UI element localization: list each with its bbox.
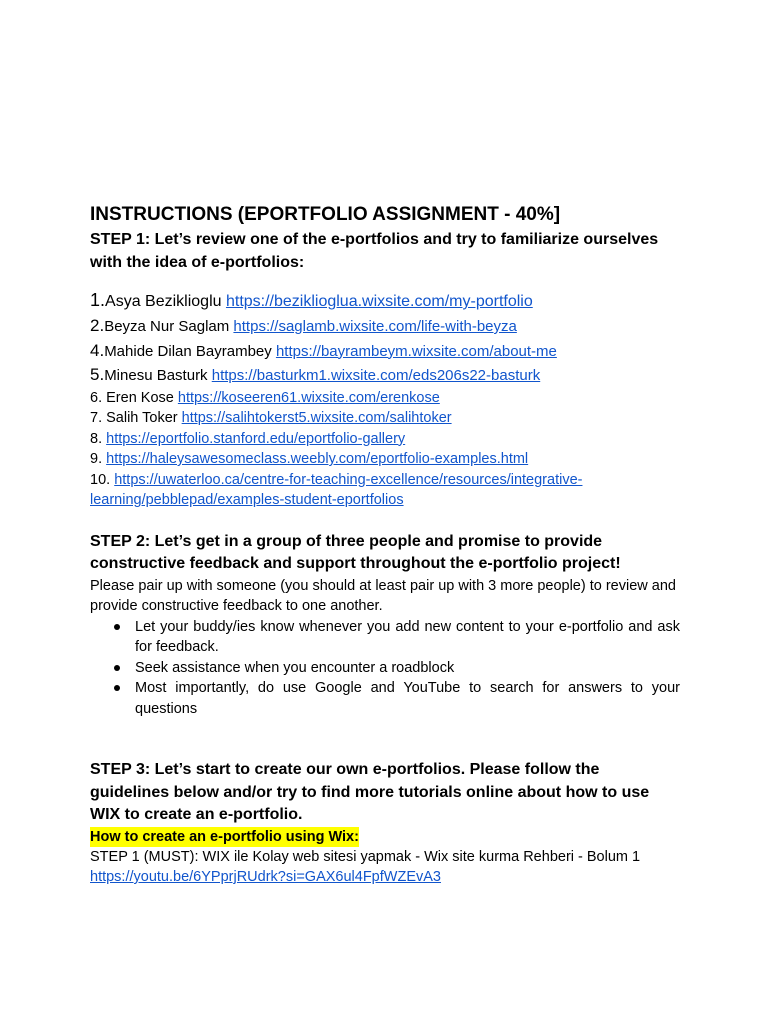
video-link-row [90,867,680,888]
list-item [90,288,680,314]
list-item-number: 6. [90,389,103,406]
portfolio-link[interactable]: https://bayrambeym.wixsite.com/about-me [275,342,557,360]
portfolio-link[interactable]: https://uwaterloo.ca/centre-for-teaching-excellence/resources/integrative-learning/pebblepad/examples-student-eportfolios [90,471,583,508]
list-item [90,363,680,388]
bullet-item [135,617,680,658]
bullet-item [135,658,680,679]
step3-heading: STEP 3: Let’s start to create our own e-portfolios. Please follow the guidelines below and/or try to find more tutorials online about how to use WIX to create an e-portfolio. [90,761,650,823]
bullet-text: Let your buddy/ies know whenever you add new content to your e-portfolio and ask for feedback. [135,618,680,655]
bullet-icon [114,685,120,691]
list-item-name: Eren Kose [106,389,174,406]
list-item-number: 5. [90,365,105,384]
portfolio-link[interactable]: https://salihtokerst5.wixsite.com/salihtoker [181,410,452,426]
portfolio-link[interactable]: https://beziklioglua.wixsite.com/my-portfolio [225,293,533,310]
portfolio-link[interactable]: https://basturkm1.wixsite.com/eds206s22-basturk [211,367,541,384]
portfolio-link[interactable]: https://koseeren61.wixsite.com/erenkose [177,389,440,406]
list-item-number: 9. [90,451,103,467]
video-link[interactable]: https://youtu.be/6YPprjRUdrk?si=GAX6ul4FpfWZEvA3 [90,869,441,885]
list-item [90,408,680,429]
list-item-name: Salih Toker [106,410,178,426]
list-item [90,339,680,364]
list-item-number: 10. [90,471,111,488]
document-page [90,203,680,888]
bullet-item [135,678,680,719]
bullet-text: Most importantly, do use Google and YouTube to search for answers to your questions [135,680,680,717]
step3-line: STEP 1 (MUST): WIX ile Kolay web sitesi yapmak - Wix site kurma Rehberi - Bolum 1 [90,848,641,865]
step2-section [90,531,680,720]
list-item-number: 7. [90,410,103,426]
list-item-number: 8. [90,430,103,447]
list-item-name: Minesu Basturk [104,367,208,384]
portfolio-list [90,288,680,511]
step3-section [90,759,680,888]
list-item-name: Mahide Dilan Bayrambey [104,342,272,360]
step2-intro: Please pair up with someone (you should at least pair up with 3 more people) to review and provide constructive feedback to one another. [90,577,676,614]
list-item [90,388,680,409]
step2-heading: STEP 2: Let’s get in a group of three people and promise to provide constructive feedback and support throughout the e-portfolio project! [90,532,621,572]
list-item-number: 4. [90,340,105,360]
list-item [90,470,680,511]
list-item [90,314,680,339]
list-item [90,449,680,470]
list-item-number: 1. [90,290,106,310]
step1-heading: STEP 1: Let’s review one of the e-portfolios and try to familiarize ourselves with the idea of e-portfolios: [90,231,659,271]
portfolio-link[interactable]: https://eportfolio.stanford.edu/eportfolio-gallery [106,430,406,447]
list-item-number: 2. [90,316,105,335]
list-item-name: Asya Bezikliogl​u [105,293,222,310]
list-item-name: Beyza Nur Saglam [104,318,230,335]
portfolio-link[interactable]: https://saglamb.wixsite.com/life-with-beyza [233,318,517,335]
bullet-icon [114,624,120,630]
bullet-text: Seek assistance when you encounter a roadblock [135,659,455,676]
feedback-bullets [90,617,680,720]
bullet-icon [114,665,120,671]
list-item [90,429,680,450]
document-title: INSTRUCTIONS (EPORTFOLIO ASSIGNMENT - 40%] [90,204,561,225]
highlighted-subheading: How to create an e-portfolio using Wix: [90,828,359,845]
portfolio-link[interactable]: https://haleysawesomeclass.weebly.com/eportfolio-examples.html [106,451,529,467]
